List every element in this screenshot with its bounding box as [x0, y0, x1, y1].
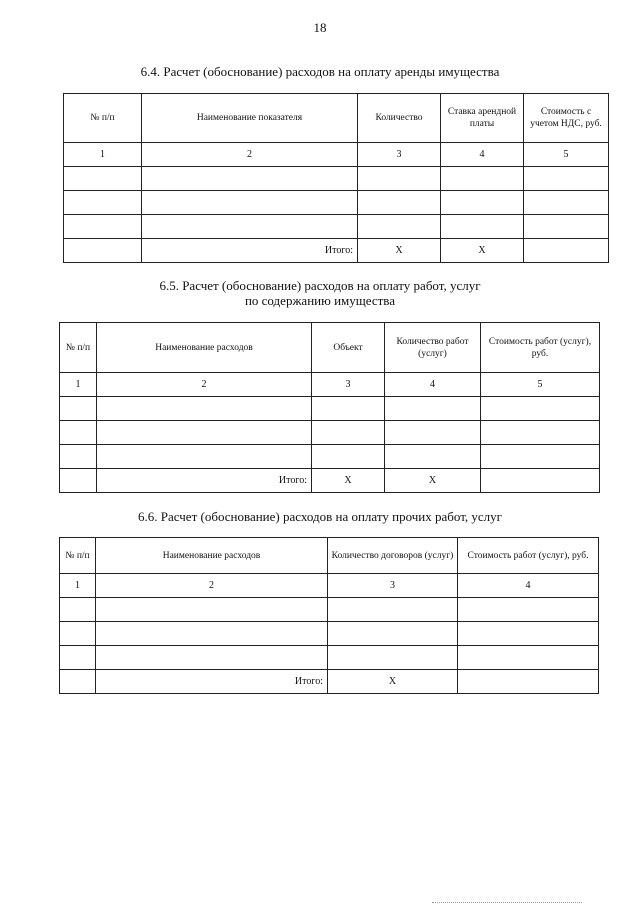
empty-cell[interactable]	[97, 397, 312, 421]
empty-cell[interactable]	[458, 646, 599, 670]
total-row	[60, 670, 599, 694]
header-cell: Наименование показателя	[142, 94, 358, 143]
column-number-cell: 4	[385, 373, 481, 397]
total-row	[60, 469, 600, 493]
empty-cell[interactable]	[385, 397, 481, 421]
total-label: Итого:	[142, 239, 358, 263]
empty-cell[interactable]	[385, 445, 481, 469]
other-works-costs-table	[59, 537, 599, 694]
page-number: 18	[313, 20, 327, 35]
empty-cell[interactable]	[328, 598, 458, 622]
column-number-cell: 1	[64, 143, 142, 167]
empty-cell[interactable]	[358, 167, 441, 191]
empty-cell[interactable]	[441, 215, 524, 239]
section-title-6-5: 6.5. Расчет (обоснование) расходов на оплату работ, услуг	[159, 278, 481, 293]
empty-cell[interactable]	[60, 445, 97, 469]
header-cell: Количество	[358, 94, 441, 143]
empty-cell[interactable]	[96, 646, 328, 670]
empty-cell[interactable]	[328, 622, 458, 646]
empty-cell[interactable]	[312, 445, 385, 469]
empty-cell[interactable]	[64, 167, 142, 191]
empty-cell[interactable]	[97, 421, 312, 445]
table-row	[64, 191, 609, 215]
empty-cell[interactable]	[312, 397, 385, 421]
empty-cell	[60, 469, 97, 493]
table-row	[60, 598, 599, 622]
empty-cell[interactable]	[481, 397, 600, 421]
column-number-cell: 3	[358, 143, 441, 167]
empty-cell[interactable]	[358, 191, 441, 215]
total-cell[interactable]	[481, 469, 600, 493]
column-number-cell: 4	[441, 143, 524, 167]
maintenance-costs-table	[59, 322, 600, 493]
table-row	[64, 215, 609, 239]
section-title-6-4: 6.4. Расчет (обоснование) расходов на оплату аренды имущества	[140, 64, 500, 79]
empty-cell[interactable]	[96, 598, 328, 622]
empty-cell[interactable]	[328, 646, 458, 670]
header-cell: Стоимость работ (услуг), руб.	[481, 323, 600, 373]
empty-cell[interactable]	[524, 215, 609, 239]
empty-cell[interactable]	[358, 215, 441, 239]
header-cell: Количество договоров (услуг)	[328, 538, 458, 574]
empty-cell[interactable]	[97, 445, 312, 469]
empty-cell[interactable]	[481, 445, 600, 469]
header-cell: Объект	[312, 323, 385, 373]
column-number-cell: 2	[97, 373, 312, 397]
section-title-6-5-continued: по содержанию имущества	[244, 293, 396, 308]
total-cell: Х	[328, 670, 458, 694]
empty-cell[interactable]	[524, 167, 609, 191]
header-cell: Ставка арендной платы	[441, 94, 524, 143]
column-number-cell: 1	[60, 574, 96, 598]
empty-cell[interactable]	[60, 421, 97, 445]
table-row	[60, 397, 600, 421]
table-row	[60, 646, 599, 670]
section-title-6-6: 6.6. Расчет (обоснование) расходов на оплату прочих работ, услуг	[138, 509, 502, 524]
empty-cell[interactable]	[60, 646, 96, 670]
rent-costs-table	[63, 93, 609, 263]
table-row	[60, 622, 599, 646]
column-number-cell: 1	[60, 373, 97, 397]
empty-cell[interactable]	[64, 215, 142, 239]
header-cell: Количество работ (услуг)	[385, 323, 481, 373]
table-row	[64, 167, 609, 191]
empty-cell[interactable]	[142, 167, 358, 191]
header-cell: № п/п	[60, 538, 96, 574]
table-row	[60, 445, 600, 469]
empty-cell[interactable]	[96, 622, 328, 646]
total-label: Итого:	[97, 469, 312, 493]
header-cell: Наименование расходов	[96, 538, 328, 574]
table-row	[60, 421, 600, 445]
total-cell: Х	[441, 239, 524, 263]
empty-cell[interactable]	[60, 397, 97, 421]
total-cell: Х	[358, 239, 441, 263]
total-label: Итого:	[96, 670, 328, 694]
empty-cell[interactable]	[142, 191, 358, 215]
total-cell[interactable]	[524, 239, 609, 263]
column-number-cell: 5	[481, 373, 600, 397]
empty-cell[interactable]	[524, 191, 609, 215]
header-cell: № п/п	[64, 94, 142, 143]
column-number-cell: 2	[142, 143, 358, 167]
empty-cell[interactable]	[458, 622, 599, 646]
empty-cell[interactable]	[385, 421, 481, 445]
column-number-cell: 4	[458, 574, 599, 598]
empty-cell[interactable]	[312, 421, 385, 445]
empty-cell[interactable]	[441, 191, 524, 215]
empty-cell[interactable]	[441, 167, 524, 191]
total-cell: Х	[312, 469, 385, 493]
header-cell: Стоимость с учетом НДС, руб.	[524, 94, 609, 143]
empty-cell[interactable]	[60, 598, 96, 622]
column-number-cell: 5	[524, 143, 609, 167]
column-number-cell: 3	[312, 373, 385, 397]
empty-cell[interactable]	[142, 215, 358, 239]
empty-cell	[64, 239, 142, 263]
empty-cell[interactable]	[60, 622, 96, 646]
empty-cell[interactable]	[481, 421, 600, 445]
empty-cell	[60, 670, 96, 694]
header-cell: Стоимость работ (услуг), руб.	[458, 538, 599, 574]
header-cell: Наименование расходов	[97, 323, 312, 373]
header-cell: № п/п	[60, 323, 97, 373]
column-number-cell: 2	[96, 574, 328, 598]
total-cell[interactable]	[458, 670, 599, 694]
column-number-cell: 3	[328, 574, 458, 598]
total-row	[64, 239, 609, 263]
empty-cell[interactable]	[458, 598, 599, 622]
empty-cell[interactable]	[64, 191, 142, 215]
total-cell: Х	[385, 469, 481, 493]
